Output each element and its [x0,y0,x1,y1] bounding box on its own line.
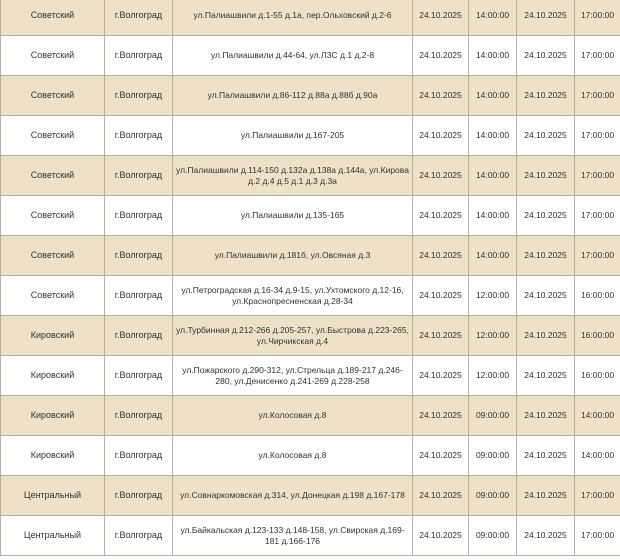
start-time-cell: 14:00:00 [469,116,517,156]
city-cell: г.Волгоград [105,36,173,76]
district-cell: Кировский [1,356,105,396]
table-body [1,0,620,556]
end-date-cell: 24.10.2025 [517,436,575,476]
start-date-cell: 24.10.2025 [413,356,469,396]
table-row [1,36,620,76]
table-row [1,0,620,36]
city-cell: г.Волгоград [105,356,173,396]
start-time-cell: 12:00:00 [469,316,517,356]
end-date-cell: 24.10.2025 [517,0,575,36]
start-date-cell: 24.10.2025 [413,476,469,516]
address-cell: ул.Турбинная д.212-266 д.205-257, ул.Быстрова д.223-265, ул.Чирчикская д.4 [173,316,413,356]
address-cell: ул.Палиашвили д.167-205 [173,116,413,156]
start-time-cell: 14:00:00 [469,156,517,196]
end-date-cell: 24.10.2025 [517,476,575,516]
district-cell: Советский [1,236,105,276]
end-date-cell: 24.10.2025 [517,396,575,436]
district-cell: Советский [1,36,105,76]
start-time-cell: 14:00:00 [469,36,517,76]
table-row [1,396,620,436]
start-time-cell: 09:00:00 [469,516,517,556]
table-row [1,276,620,316]
end-date-cell: 24.10.2025 [517,276,575,316]
start-time-cell: 14:00:00 [469,196,517,236]
table-row [1,476,620,516]
address-cell: ул.Палиашвили д.135-165 [173,196,413,236]
end-time-cell: 17:00:00 [575,196,620,236]
district-cell: Кировский [1,316,105,356]
city-cell: г.Волгоград [105,316,173,356]
end-time-cell: 14:00:00 [575,436,620,476]
address-cell: ул.Палиашвили д.44-64, ул.ЛЗС д.1 д.2-8 [173,36,413,76]
start-date-cell: 24.10.2025 [413,516,469,556]
end-date-cell: 24.10.2025 [517,236,575,276]
address-cell: ул.Палиашвили д.114-150 д.132а д.138а д.144а, ул.Кирова д.2 д.4 д.5 д.1 д.3 д.3а [173,156,413,196]
district-cell: Советский [1,276,105,316]
start-date-cell: 24.10.2025 [413,156,469,196]
city-cell: г.Волгоград [105,236,173,276]
start-time-cell: 14:00:00 [469,76,517,116]
start-date-cell: 24.10.2025 [413,236,469,276]
city-cell: г.Волгоград [105,76,173,116]
start-time-cell: 14:00:00 [469,236,517,276]
address-cell: ул.Совнаркомовская д.314, ул.Донецкая д.198 д.167-178 [173,476,413,516]
end-time-cell: 14:00:00 [575,396,620,436]
city-cell: г.Волгоград [105,276,173,316]
city-cell: г.Волгоград [105,116,173,156]
end-time-cell: 16:00:00 [575,276,620,316]
city-cell: г.Волгоград [105,396,173,436]
address-cell: ул.Палиашвили д.181б, ул.Овсяная д.3 [173,236,413,276]
start-date-cell: 24.10.2025 [413,116,469,156]
start-time-cell: 12:00:00 [469,276,517,316]
end-time-cell: 17:00:00 [575,76,620,116]
table-row [1,356,620,396]
end-date-cell: 24.10.2025 [517,76,575,116]
start-date-cell: 24.10.2025 [413,0,469,36]
address-cell: ул.Палиашвили д.1-55 д.1а, пер.Ольховский д.2-6 [173,0,413,36]
address-cell: ул.Палиашвили д.86-112 д.88а д.88б д.90а [173,76,413,116]
district-cell: Советский [1,116,105,156]
end-date-cell: 24.10.2025 [517,316,575,356]
district-cell: Советский [1,0,105,36]
end-time-cell: 17:00:00 [575,36,620,76]
address-cell: ул.Пожарского д.290-312, ул.Стрельца д.189-217 д.246-280, ул.Денисенко д.241-269 д.228-258 [173,356,413,396]
table-row [1,76,620,116]
start-time-cell: 12:00:00 [469,356,517,396]
district-cell: Советский [1,76,105,116]
city-cell: г.Волгоград [105,196,173,236]
end-time-cell: 16:00:00 [575,316,620,356]
start-time-cell: 09:00:00 [469,396,517,436]
start-time-cell: 14:00:00 [469,0,517,36]
start-date-cell: 24.10.2025 [413,436,469,476]
table-row [1,156,620,196]
address-cell: ул.Колосовая д.8 [173,396,413,436]
table-row [1,316,620,356]
end-time-cell: 17:00:00 [575,236,620,276]
end-date-cell: 24.10.2025 [517,116,575,156]
address-cell: ул.Колосовая д.8 [173,436,413,476]
district-cell: Кировский [1,436,105,476]
address-cell: ул.Байкальская д.123-133 д.148-158, ул.Свирская д.169-181 д.166-176 [173,516,413,556]
start-date-cell: 24.10.2025 [413,316,469,356]
district-cell: Центральный [1,476,105,516]
city-cell: г.Волгоград [105,516,173,556]
start-date-cell: 24.10.2025 [413,276,469,316]
district-cell: Центральный [1,516,105,556]
start-date-cell: 24.10.2025 [413,396,469,436]
end-time-cell: 16:00:00 [575,356,620,396]
city-cell: г.Волгоград [105,476,173,516]
table-row [1,236,620,276]
city-cell: г.Волгоград [105,156,173,196]
end-time-cell: 17:00:00 [575,156,620,196]
table-row [1,436,620,476]
end-time-cell: 17:00:00 [575,476,620,516]
start-date-cell: 24.10.2025 [413,196,469,236]
end-time-cell: 17:00:00 [575,516,620,556]
end-date-cell: 24.10.2025 [517,36,575,76]
start-time-cell: 09:00:00 [469,476,517,516]
city-cell: г.Волгоград [105,0,173,36]
start-date-cell: 24.10.2025 [413,36,469,76]
city-cell: г.Волгоград [105,436,173,476]
start-date-cell: 24.10.2025 [413,76,469,116]
end-date-cell: 24.10.2025 [517,156,575,196]
district-cell: Советский [1,156,105,196]
table-row [1,196,620,236]
table-row [1,116,620,156]
address-cell: ул.Петроградская д.16-34 д.9-15, ул.Ухтомского д.12-16, ул.Краснопресненская д.28-34 [173,276,413,316]
start-time-cell: 09:00:00 [469,436,517,476]
district-cell: Советский [1,196,105,236]
table-row [1,516,620,556]
district-cell: Кировский [1,396,105,436]
end-time-cell: 17:00:00 [575,116,620,156]
end-date-cell: 24.10.2025 [517,196,575,236]
end-date-cell: 24.10.2025 [517,356,575,396]
end-time-cell: 17:00:00 [575,0,620,36]
end-date-cell: 24.10.2025 [517,516,575,556]
